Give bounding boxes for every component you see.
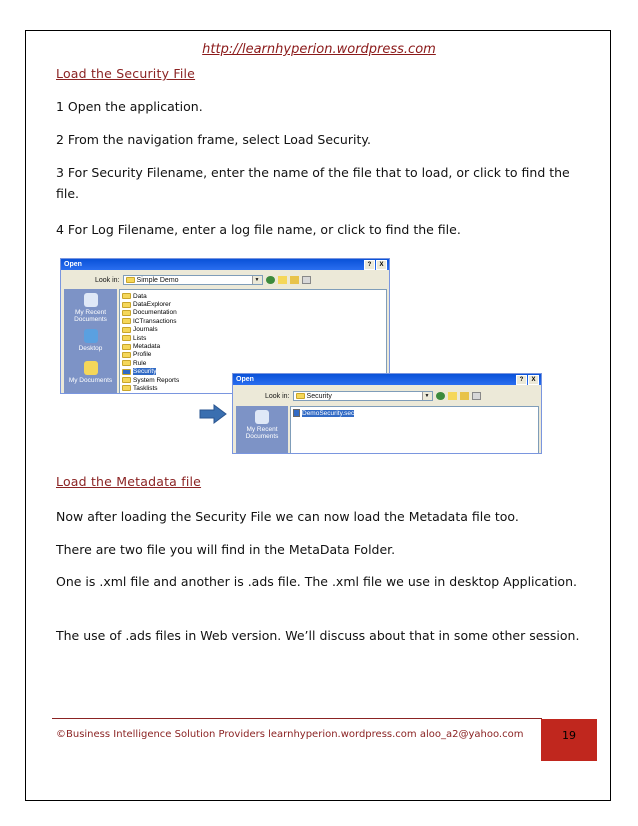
folder-icon bbox=[122, 335, 131, 341]
list-item: Tasklists bbox=[122, 384, 386, 392]
help-icon: ? bbox=[364, 260, 375, 270]
list-item: Journals bbox=[122, 326, 386, 334]
folder-icon bbox=[296, 393, 305, 399]
up-folder-icon bbox=[448, 392, 457, 400]
back-icon bbox=[436, 392, 445, 400]
section-title-metadata: Load the Metadata file bbox=[56, 474, 202, 489]
list-item: Data bbox=[122, 292, 386, 300]
folder-icon bbox=[122, 302, 131, 308]
metadata-para-1: Now after loading the Security File we can now load the Metadata file too. bbox=[56, 509, 519, 524]
list-item: Lists bbox=[122, 334, 386, 342]
list-item-selected: DemoSecurity.sec bbox=[293, 409, 538, 417]
arrow-right-icon bbox=[199, 404, 227, 424]
new-folder-icon bbox=[290, 276, 299, 284]
folder-icon bbox=[122, 293, 131, 299]
list-item: DataExplorer bbox=[122, 300, 386, 308]
my-documents-icon bbox=[84, 361, 98, 375]
folder-icon bbox=[126, 277, 135, 283]
folder-icon bbox=[122, 344, 131, 350]
chevron-down-icon: ▼ bbox=[422, 392, 432, 400]
dialog-titlebar bbox=[61, 259, 389, 270]
place-desktop: Desktop bbox=[64, 329, 117, 352]
look-in-value: Security bbox=[306, 392, 332, 400]
recent-documents-icon bbox=[255, 410, 269, 424]
close-icon: X bbox=[376, 260, 387, 270]
new-folder-icon bbox=[460, 392, 469, 400]
header-url-link[interactable]: http://learnhyperion.wordpress.com bbox=[202, 42, 436, 57]
page-number-box bbox=[541, 719, 597, 761]
footer-divider bbox=[52, 718, 542, 719]
look-in-combo bbox=[123, 275, 263, 285]
footer-text: ©Business Intelligence Solution Providers learnhyperion.wordpress.com aloo_a2@yahoo.com bbox=[56, 729, 524, 740]
metadata-para-4: The use of .ads files in Web version. We’ll discuss about that in some other session. bbox=[56, 628, 580, 643]
dialog-titlebar bbox=[233, 374, 541, 385]
folder-icon bbox=[122, 385, 131, 391]
list-item: Documentation bbox=[122, 309, 386, 317]
list-item: ICTransactions bbox=[122, 317, 386, 325]
step-2: 2 From the navigation frame, select Load Security. bbox=[56, 132, 371, 147]
open-dialog-screenshot-2 bbox=[232, 373, 542, 454]
list-item: Metadata bbox=[122, 342, 386, 350]
folder-icon bbox=[122, 327, 131, 333]
folder-icon bbox=[122, 369, 131, 375]
chevron-down-icon: ▼ bbox=[252, 276, 262, 284]
list-item-selected: Security bbox=[122, 368, 386, 376]
back-icon bbox=[266, 276, 275, 284]
list-item: Profile bbox=[122, 351, 386, 359]
desktop-icon bbox=[84, 329, 98, 343]
section-title-security: Load the Security File bbox=[56, 66, 196, 81]
folder-icon bbox=[122, 318, 131, 324]
metadata-para-2: There are two file you will find in the MetaData Folder. bbox=[56, 542, 396, 557]
look-in-value: Simple Demo bbox=[136, 276, 179, 284]
up-folder-icon bbox=[278, 276, 287, 284]
step-3: 3 For Security Filename, enter the name of the file that to load, or click to find the file. bbox=[56, 165, 570, 201]
list-item: Rule bbox=[122, 359, 386, 367]
help-icon: ? bbox=[516, 375, 527, 385]
file-icon bbox=[293, 409, 300, 417]
step-1: 1 Open the application. bbox=[56, 99, 203, 114]
step-4: 4 For Log Filename, enter a log file name, or click to find the file. bbox=[56, 222, 461, 237]
look-in-label: Look in: bbox=[265, 392, 290, 400]
place-recent: My Recent Documents bbox=[64, 293, 117, 323]
look-in-label: Look in: bbox=[95, 276, 120, 284]
file-list bbox=[290, 406, 539, 454]
folder-icon bbox=[122, 360, 131, 366]
folder-icon bbox=[122, 310, 131, 316]
look-in-combo bbox=[293, 391, 433, 401]
places-bar bbox=[236, 406, 288, 454]
recent-documents-icon bbox=[84, 293, 98, 307]
place-recent: My Recent Documents bbox=[236, 410, 288, 440]
place-my-documents: My Documents bbox=[64, 361, 117, 384]
page-number: 19 bbox=[562, 729, 576, 742]
dialog-title: Open bbox=[236, 376, 254, 383]
folder-icon bbox=[122, 352, 131, 358]
close-icon: X bbox=[528, 375, 539, 385]
dialog-title: Open bbox=[64, 261, 82, 268]
list-item: System Reports bbox=[122, 376, 386, 384]
views-icon bbox=[472, 392, 481, 400]
metadata-para-3: One is .xml file and another is .ads file. The .xml file we use in desktop Application. bbox=[56, 574, 577, 589]
places-bar bbox=[64, 289, 117, 394]
views-icon bbox=[302, 276, 311, 284]
folder-icon bbox=[122, 377, 131, 383]
